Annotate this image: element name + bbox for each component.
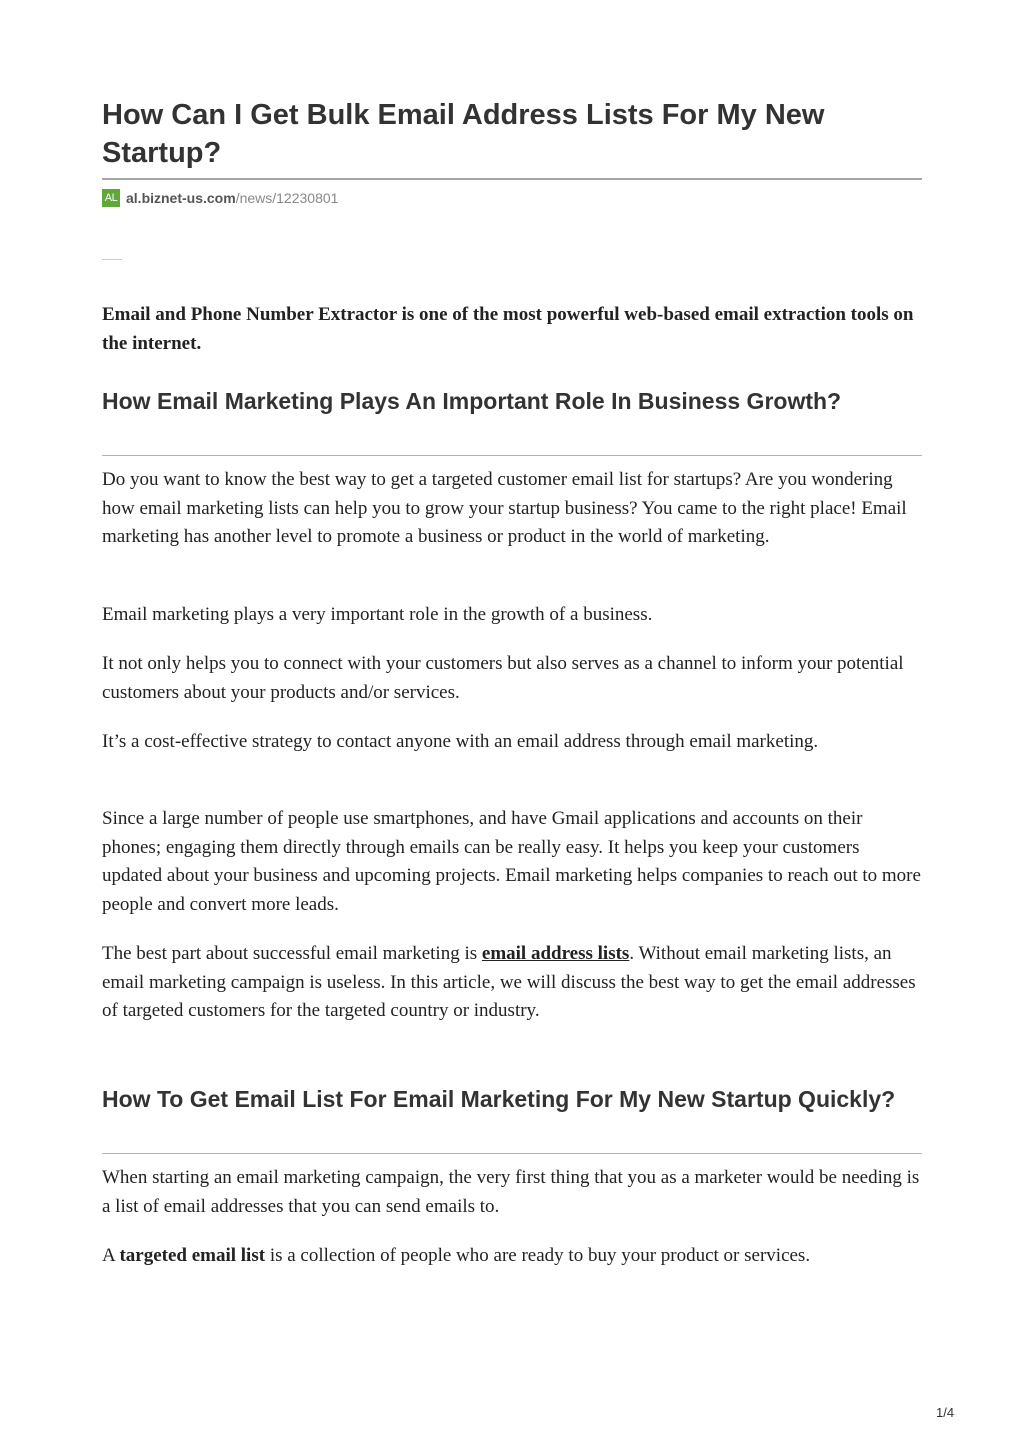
source-link[interactable] — [102, 188, 338, 208]
section2-heading: How To Get Email List For Email Marketing For My New Startup Quickly? — [102, 1086, 896, 1112]
section1-paragraph-3: It not only helps you to connect with your customers but also serves as a channel to inform your potential customers about your products and/or services. — [102, 653, 904, 703]
intro-paragraph: Email and Phone Number Extractor is one of the most powerful web-based email extraction tools on the internet. — [102, 304, 914, 354]
section1-paragraph-1: Do you want to know the best way to get a targeted customer email list for startups? Are you wondering how email marketing lists can help you to grow your startup business? You came to the right place! Email marketing has another level to promote a business or product in the world of marketing. — [102, 469, 907, 547]
section2-divider — [102, 1153, 922, 1154]
p2-text-after: is a collection of people who are ready to buy your product or services. — [265, 1245, 811, 1266]
title-divider — [102, 178, 922, 180]
separator-dash — [102, 259, 122, 260]
p2-text-before: A — [102, 1245, 120, 1266]
page-number: 1/4 — [936, 1405, 955, 1420]
source-domain[interactable]: al.biznet-us.com — [126, 190, 236, 206]
section1-paragraph-2: Email marketing plays a very important role in the growth of a business. — [102, 604, 653, 625]
section1-divider — [102, 455, 922, 456]
section1-heading: How Email Marketing Plays An Important Role In Business Growth? — [102, 388, 842, 414]
site-favicon-icon: AL — [102, 189, 120, 207]
p6-text-after: . Without email marketing lists, an email marketing campaign is useless. In this article, we will discuss the best way to get the email addresses of targeted customers for the targeted country or industry. — [102, 943, 916, 1021]
section2-paragraph-2 — [102, 1242, 922, 1271]
page-title: How Can I Get Bulk Email Address Lists For My New Startup? — [102, 99, 825, 169]
email-address-lists-link[interactable]: email address lists — [481, 943, 630, 964]
section1-paragraph-4: It’s a cost-effective strategy to contact anyone with an email address through email marketing. — [102, 731, 819, 752]
section1-paragraph-6 — [102, 940, 922, 1026]
p6-text-before: The best part about successful email marketing is — [102, 943, 482, 964]
section2-paragraph-1: When starting an email marketing campaign, the very first thing that you as a marketer would be needing is a list of email addresses that you can send emails to. — [102, 1167, 920, 1217]
source-path[interactable]: /news/12230801 — [235, 190, 339, 206]
targeted-email-list-bold: targeted email list — [119, 1245, 266, 1266]
section1-paragraph-5: Since a large number of people use smartphones, and have Gmail applications and accounts on their phones; engaging them directly through emails can be really easy. It helps you keep your customers updated about your business and upcoming projects. Email marketing helps companies to reach out to more people and convert more leads. — [102, 808, 921, 915]
